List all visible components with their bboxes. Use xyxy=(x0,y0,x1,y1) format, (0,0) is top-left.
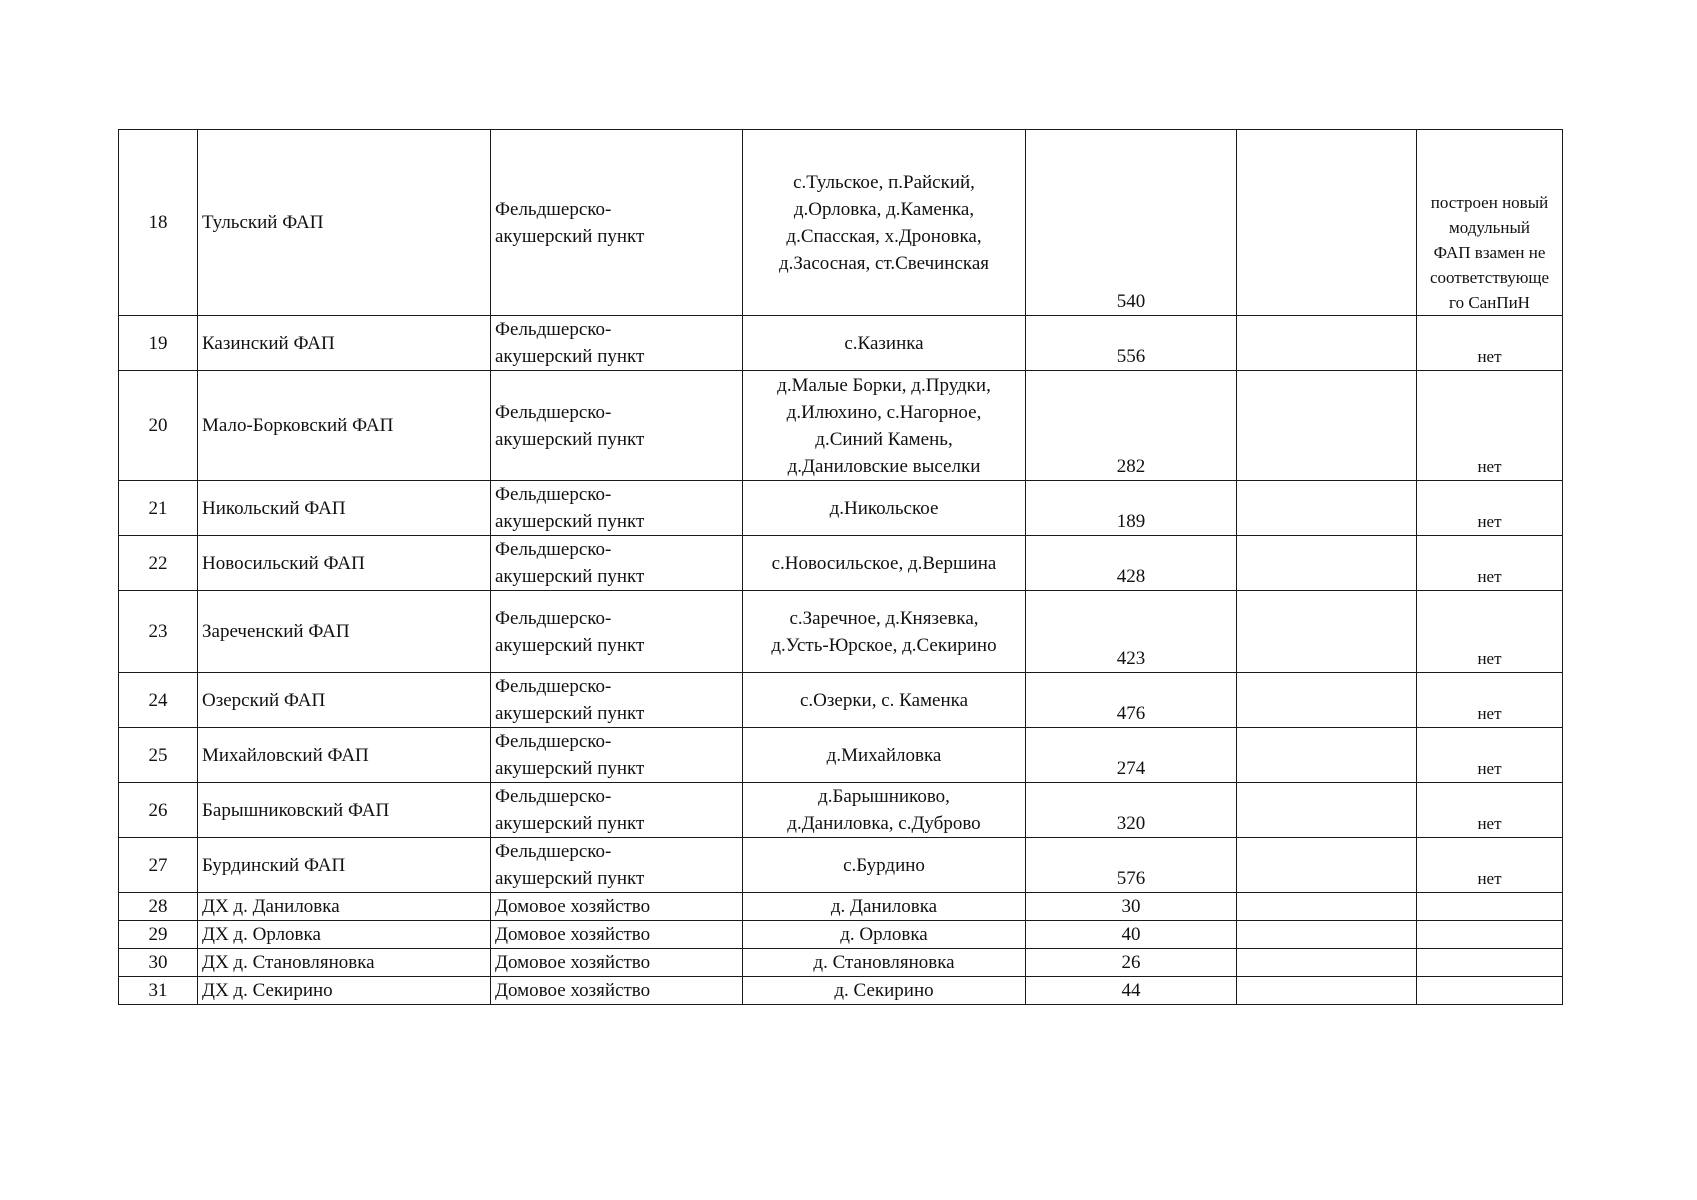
population-count: 476 xyxy=(1026,673,1237,728)
facility-name: Зареченский ФАП xyxy=(198,591,491,673)
table-row xyxy=(119,316,1563,371)
table-row xyxy=(119,921,1563,949)
facility-type: Домовое хозяйство xyxy=(491,977,743,1005)
table-row xyxy=(119,949,1563,977)
table-row xyxy=(119,838,1563,893)
facility-type: Фельдшерско- акушерский пункт xyxy=(491,481,743,536)
population-count: 189 xyxy=(1026,481,1237,536)
population-count: 30 xyxy=(1026,893,1237,921)
facility-name: Барышниковский ФАП xyxy=(198,783,491,838)
population-count: 576 xyxy=(1026,838,1237,893)
empty-cell xyxy=(1237,838,1417,893)
note-cell: нет xyxy=(1417,536,1563,591)
row-number: 30 xyxy=(119,949,198,977)
facility-type: Фельдшерско- акушерский пункт xyxy=(491,371,743,481)
facility-type: Фельдшерско- акушерский пункт xyxy=(491,591,743,673)
row-number: 25 xyxy=(119,728,198,783)
empty-cell xyxy=(1237,921,1417,949)
empty-cell xyxy=(1237,536,1417,591)
facility-name: Тульский ФАП xyxy=(198,130,491,316)
table-row xyxy=(119,783,1563,838)
facility-name: ДХ д. Даниловка xyxy=(198,893,491,921)
population-count: 40 xyxy=(1026,921,1237,949)
note-cell xyxy=(1417,949,1563,977)
row-number: 21 xyxy=(119,481,198,536)
facility-type: Фельдшерско- акушерский пункт xyxy=(491,316,743,371)
row-number: 18 xyxy=(119,130,198,316)
population-count: 282 xyxy=(1026,371,1237,481)
row-number: 20 xyxy=(119,371,198,481)
empty-cell xyxy=(1237,673,1417,728)
table-row xyxy=(119,977,1563,1005)
population-count: 320 xyxy=(1026,783,1237,838)
note-cell: нет xyxy=(1417,673,1563,728)
population-count: 423 xyxy=(1026,591,1237,673)
served-locations: д.Михайловка xyxy=(743,728,1026,783)
row-number: 19 xyxy=(119,316,198,371)
row-number: 29 xyxy=(119,921,198,949)
empty-cell xyxy=(1237,130,1417,316)
population-count: 540 xyxy=(1026,130,1237,316)
served-locations: с.Заречное, д.Князевка, д.Усть-Юрское, д.Секирино xyxy=(743,591,1026,673)
served-locations: д. Даниловка xyxy=(743,893,1026,921)
served-locations: д. Секирино xyxy=(743,977,1026,1005)
empty-cell xyxy=(1237,783,1417,838)
facilities-table xyxy=(118,129,1563,1005)
served-locations: с.Новосильское, д.Вершина xyxy=(743,536,1026,591)
served-locations: с.Тульское, п.Райский, д.Орловка, д.Каменка, д.Спасская, х.Дроновка, д.Засосная, ст.Свечинская xyxy=(743,130,1026,316)
note-cell xyxy=(1417,893,1563,921)
facility-type: Фельдшерско- акушерский пункт xyxy=(491,536,743,591)
empty-cell xyxy=(1237,728,1417,783)
facility-type: Фельдшерско- акушерский пункт xyxy=(491,728,743,783)
table-row xyxy=(119,591,1563,673)
facility-name: ДХ д. Орловка xyxy=(198,921,491,949)
table-row xyxy=(119,728,1563,783)
facility-type: Фельдшерско- акушерский пункт xyxy=(491,838,743,893)
row-number: 27 xyxy=(119,838,198,893)
population-count: 428 xyxy=(1026,536,1237,591)
facility-name: Михайловский ФАП xyxy=(198,728,491,783)
table-row xyxy=(119,536,1563,591)
table-row xyxy=(119,371,1563,481)
row-number: 24 xyxy=(119,673,198,728)
facility-name: Казинский ФАП xyxy=(198,316,491,371)
table-row xyxy=(119,673,1563,728)
note-cell: нет xyxy=(1417,481,1563,536)
empty-cell xyxy=(1237,977,1417,1005)
facility-type: Фельдшерско- акушерский пункт xyxy=(491,673,743,728)
note-cell: нет xyxy=(1417,728,1563,783)
served-locations: с.Озерки, с. Каменка xyxy=(743,673,1026,728)
population-count: 26 xyxy=(1026,949,1237,977)
population-count: 44 xyxy=(1026,977,1237,1005)
facility-type: Фельдшерско- акушерский пункт xyxy=(491,783,743,838)
note-cell: нет xyxy=(1417,591,1563,673)
facility-name: Бурдинский ФАП xyxy=(198,838,491,893)
served-locations: д.Малые Борки, д.Прудки, д.Илюхино, с.Нагорное, д.Синий Камень, д.Даниловские выселки xyxy=(743,371,1026,481)
note-cell xyxy=(1417,977,1563,1005)
served-locations: д.Барышниково, д.Даниловка, с.Дуброво xyxy=(743,783,1026,838)
table-body xyxy=(119,130,1563,1005)
row-number: 28 xyxy=(119,893,198,921)
empty-cell xyxy=(1237,371,1417,481)
population-count: 274 xyxy=(1026,728,1237,783)
empty-cell xyxy=(1237,481,1417,536)
table-row xyxy=(119,130,1563,316)
served-locations: с.Казинка xyxy=(743,316,1026,371)
served-locations: д. Орловка xyxy=(743,921,1026,949)
facility-type: Домовое хозяйство xyxy=(491,921,743,949)
facility-name: ДХ д. Становляновка xyxy=(198,949,491,977)
row-number: 26 xyxy=(119,783,198,838)
note-cell: нет xyxy=(1417,316,1563,371)
facility-name: ДХ д. Секирино xyxy=(198,977,491,1005)
facility-name: Никольский ФАП xyxy=(198,481,491,536)
facility-name: Озерский ФАП xyxy=(198,673,491,728)
served-locations: д.Никольское xyxy=(743,481,1026,536)
facility-type: Домовое хозяйство xyxy=(491,949,743,977)
facility-name: Мало-Борковский ФАП xyxy=(198,371,491,481)
served-locations: д. Становляновка xyxy=(743,949,1026,977)
facility-type: Домовое хозяйство xyxy=(491,893,743,921)
empty-cell xyxy=(1237,949,1417,977)
facility-type: Фельдшерско- акушерский пункт xyxy=(491,130,743,316)
row-number: 23 xyxy=(119,591,198,673)
empty-cell xyxy=(1237,316,1417,371)
empty-cell xyxy=(1237,893,1417,921)
table-row xyxy=(119,481,1563,536)
table-row xyxy=(119,893,1563,921)
served-locations: с.Бурдино xyxy=(743,838,1026,893)
note-cell: нет xyxy=(1417,371,1563,481)
row-number: 22 xyxy=(119,536,198,591)
note-cell: нет xyxy=(1417,838,1563,893)
facility-name: Новосильский ФАП xyxy=(198,536,491,591)
row-number: 31 xyxy=(119,977,198,1005)
population-count: 556 xyxy=(1026,316,1237,371)
note-cell: построен новый модульный ФАП взамен не соответствующе го СанПиН xyxy=(1417,130,1563,316)
empty-cell xyxy=(1237,591,1417,673)
note-cell xyxy=(1417,921,1563,949)
note-cell: нет xyxy=(1417,783,1563,838)
